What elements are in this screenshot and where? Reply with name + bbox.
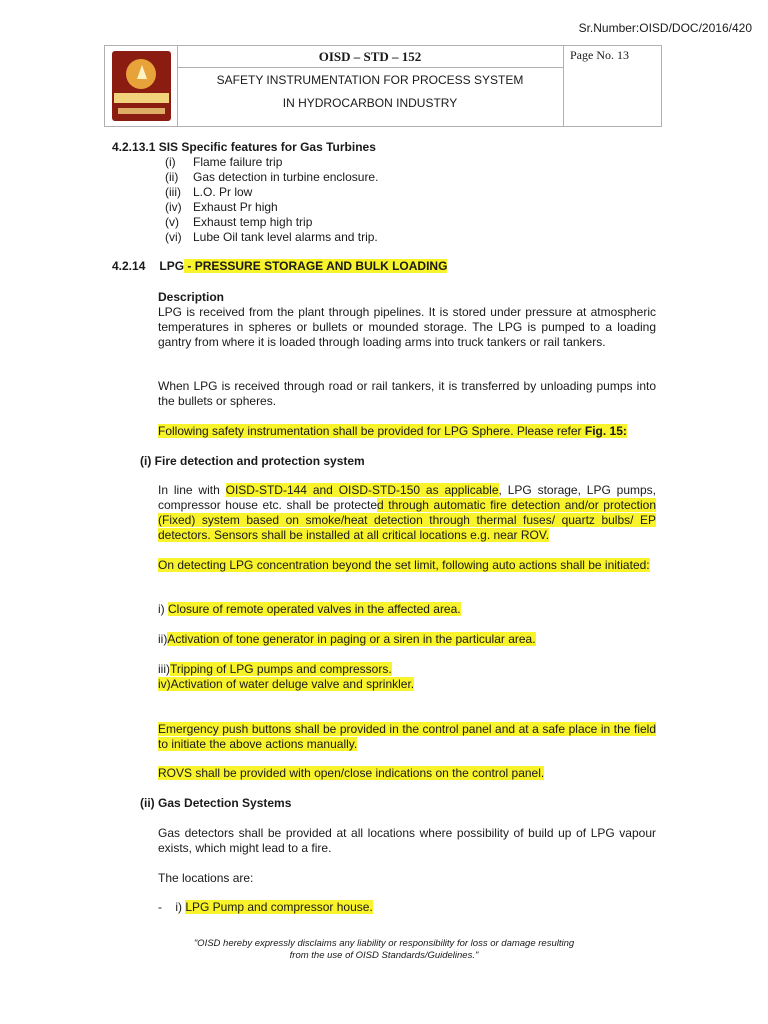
disclaimer-footer: "OISD hereby expressly disclaims any liability or responsibility for loss or damage resulting from the use of OISD Standards/Guidelines." — [193, 938, 575, 961]
standard-number: OISD – STD – 152 — [318, 49, 422, 64]
serial-number: Sr.Number:OISD/DOC/2016/420 — [578, 21, 752, 35]
page-number: Page No. 13 — [570, 48, 629, 62]
header-title-cell — [177, 46, 564, 126]
list-item: (iii) L.O. Pr low — [165, 185, 253, 199]
list-item: (i) Flame failure trip — [165, 155, 283, 169]
gas-detection-heading: (ii) Gas Detection Systems — [140, 796, 292, 810]
emergency-push-buttons-paragraph: Emergency push buttons shall be provided in the control panel and at a safe place in the field to initiate the above actions manually. — [158, 722, 656, 751]
section-heading-4-2-14: 4.2.14 LPG - PRESSURE STORAGE AND BULK LOADING — [112, 259, 448, 273]
description-heading: Description — [158, 290, 225, 304]
auto-action-item: i) Closure of remote operated valves in the affected area. — [158, 602, 461, 616]
fire-protection-paragraph: In line with OISD-STD-144 and OISD-STD-150 as applicable, LPG storage, LPG pumps, compressor house etc. shall be protected through automatic fire detection and/or protection (Fixed) system based on smoke/heat detection through thermal fuses/ quartz bulbs/ EP detectors. Sensors shall be installed at all critical locations e.g. near ROV. — [158, 483, 657, 542]
document-header — [104, 45, 662, 127]
description-paragraph: LPG is received from the plant through pipelines. It is stored under pressure at atmospheric temperatures in spheres or bullets or mounded storage. The LPG is pumped to a loading gantry from where it is loaded through loading arms into truck tankers or rail tankers. — [158, 305, 656, 349]
list-item: (v) Exhaust temp high trip — [165, 215, 313, 229]
location-item: - i) LPG Pump and compressor house. — [158, 900, 373, 914]
auto-action-item: iii)Tripping of LPG pumps and compressors. — [158, 662, 392, 676]
auto-actions-intro: On detecting LPG concentration beyond the set limit, following auto actions shall be initiated: — [158, 558, 650, 572]
header-title-line1: SAFETY INSTRUMENTATION FOR PROCESS SYSTEM — [216, 73, 524, 87]
rovs-paragraph: ROVS shall be provided with open/close indications on the control panel. — [158, 766, 545, 780]
auto-action-item: iv)Activation of water deluge valve and sprinkler. — [158, 677, 415, 691]
oisd-logo — [112, 51, 171, 121]
unloading-paragraph: When LPG is received through road or rail tankers, it is transferred by unloading pumps into the bullets or spheres. — [158, 379, 656, 408]
header-title-line2: IN HYDROCARBON INDUSTRY — [282, 96, 458, 110]
list-item: (iv) Exhaust Pr high — [165, 200, 278, 214]
gas-detectors-paragraph: Gas detectors shall be provided at all locations where possibility of build up of LPG vapour exists, which might lead to a fire. — [158, 826, 656, 855]
section-heading-4-2-13-1: 4.2.13.1 SIS Specific features for Gas Turbines — [112, 140, 376, 154]
auto-action-item: ii)Activation of tone generator in paging or a siren in the particular area. — [158, 632, 536, 646]
logo-cell — [105, 46, 178, 126]
locations-intro: The locations are: — [158, 871, 254, 885]
gas-turbine-features-list — [165, 155, 378, 245]
list-item: (ii) Gas detection in turbine enclosure. — [165, 170, 379, 184]
list-item: (vi) Lube Oil tank level alarms and trip. — [165, 230, 378, 244]
fire-detection-heading: (i) Fire detection and protection system — [140, 454, 365, 468]
lpg-sphere-instrumentation-note: Following safety instrumentation shall be provided for LPG Sphere. Please refer Fig. 15: — [158, 424, 627, 438]
